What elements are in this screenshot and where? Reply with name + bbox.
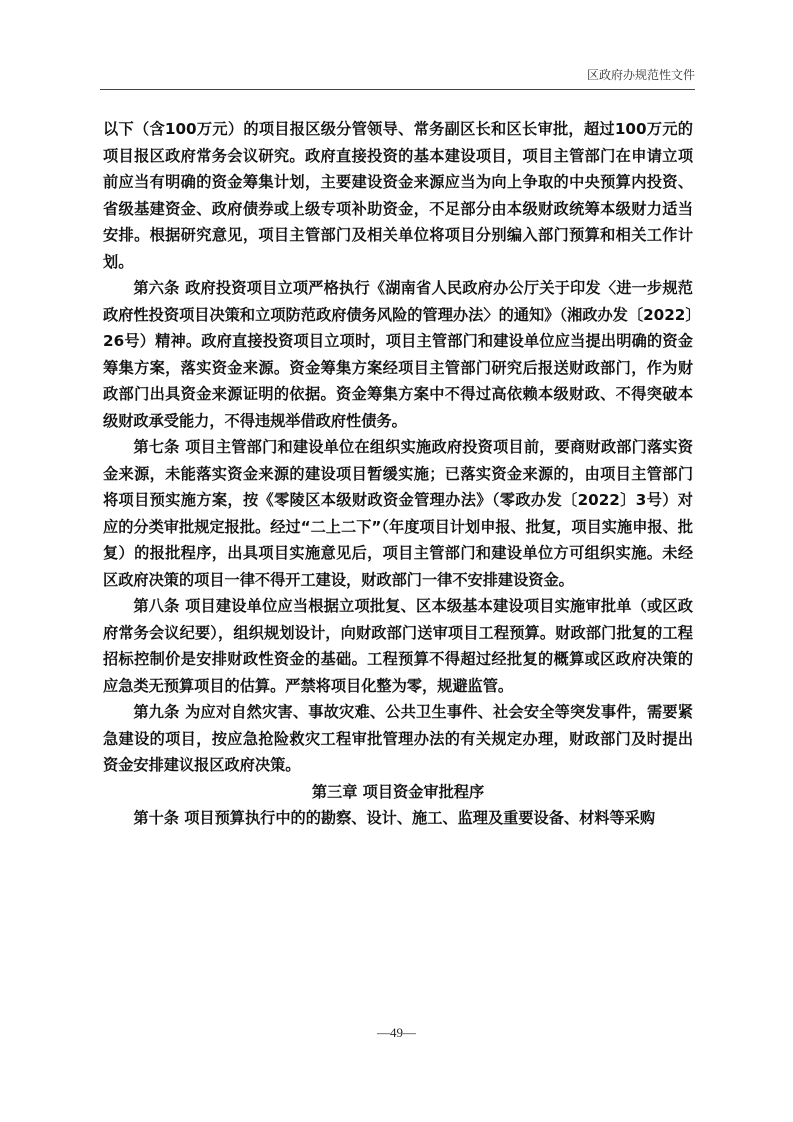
article-10: 第十条 项目预算执行中的的勘察、设计、施工、监理及重要设备、材料等采购 [133, 809, 656, 827]
article-9: 第九条 为应对自然灾害、事故灾难、公共卫生事件、社会安全等突发事件，需要紧急建设的项目，按应急抢险救灾工程审批管理办法的有关规定办理，财政部门及时提出资金安排建议报区政府决策。 [103, 703, 693, 774]
document-body [103, 116, 693, 832]
article-8: 第八条 项目建设单位应当根据立项批复、区本级基本建设项目实施审批单（或区政府常务会议纪要），组织规划设计，向财政部门送审项目工程预算。财政部门批复的工程招标控制价是安排财政性资金的基础。工程预算不得超过经批复的概算或区政府决策的应急类无预算项目的估算。严禁将项目化整为零，规避监管。 [103, 597, 693, 695]
header-title: 区政府办规范性文件 [586, 68, 695, 82]
page-number-text: —49— [377, 1025, 416, 1040]
article-6: 第六条 政府投资项目立项严格执行《湖南省人民政府办公厅关于印发〈进一步规范政府性投资项目决策和立项防范政府债务风险的管理办法〉的通知》（湘政办发〔2022〕26号）精神。政府直接投资项目立项时，项目主管部门和建设单位应当提出明确的资金筹集方案，落实资金来源。资金筹集方案经项目主管部门研究后报送财政部门，作为财政部门出具资金来源证明的依据。资金筹集方案中不得过高依赖本级财政、不得突破本级财政承受能力，不得违规举借政府性债务。 [103, 279, 693, 430]
chapter-heading: 第三章 项目资金审批程序 [311, 782, 485, 801]
page-number [0, 1025, 793, 1041]
header-divider [100, 89, 695, 90]
article-7: 第七条 项目主管部门和建设单位在组织实施政府投资项目前，要商财政部门落实资金来源，未能落实资金来源的建设项目暂缓实施；已落实资金来源的，由项目主管部门将项目预实施方案，按《零陵区本级财政资金管理办法》（零政办发〔2022〕3号）对应的分类审批规定报批。经过“二上二下”（年度项目计划申报、批复，项目实施申报、批复）的报批程序，出具项目实施意见后，项目主管部门和建设单位方可组织实施。未经区政府决策的项目一律不得开工建设，财政部门一律不安排建设资金。 [103, 438, 693, 589]
document-header [100, 68, 695, 82]
paragraph-continued: 以下（含100万元）的项目报区级分管领导、常务副区长和区长审批，超过100万元的项目报区政府常务会议研究。政府直接投资的基本建设项目，项目主管部门在申请立项前应当有明确的资金筹集计划，主要建设资金来源应当为向上争取的中央预算内投资、省级基建资金、政府债券或上级专项补助资金，不足部分由本级财政统筹本级财力适当安排。根据研究意见，项目主管部门及相关单位将项目分别编入部门预算和相关工作计划。 [103, 120, 693, 271]
